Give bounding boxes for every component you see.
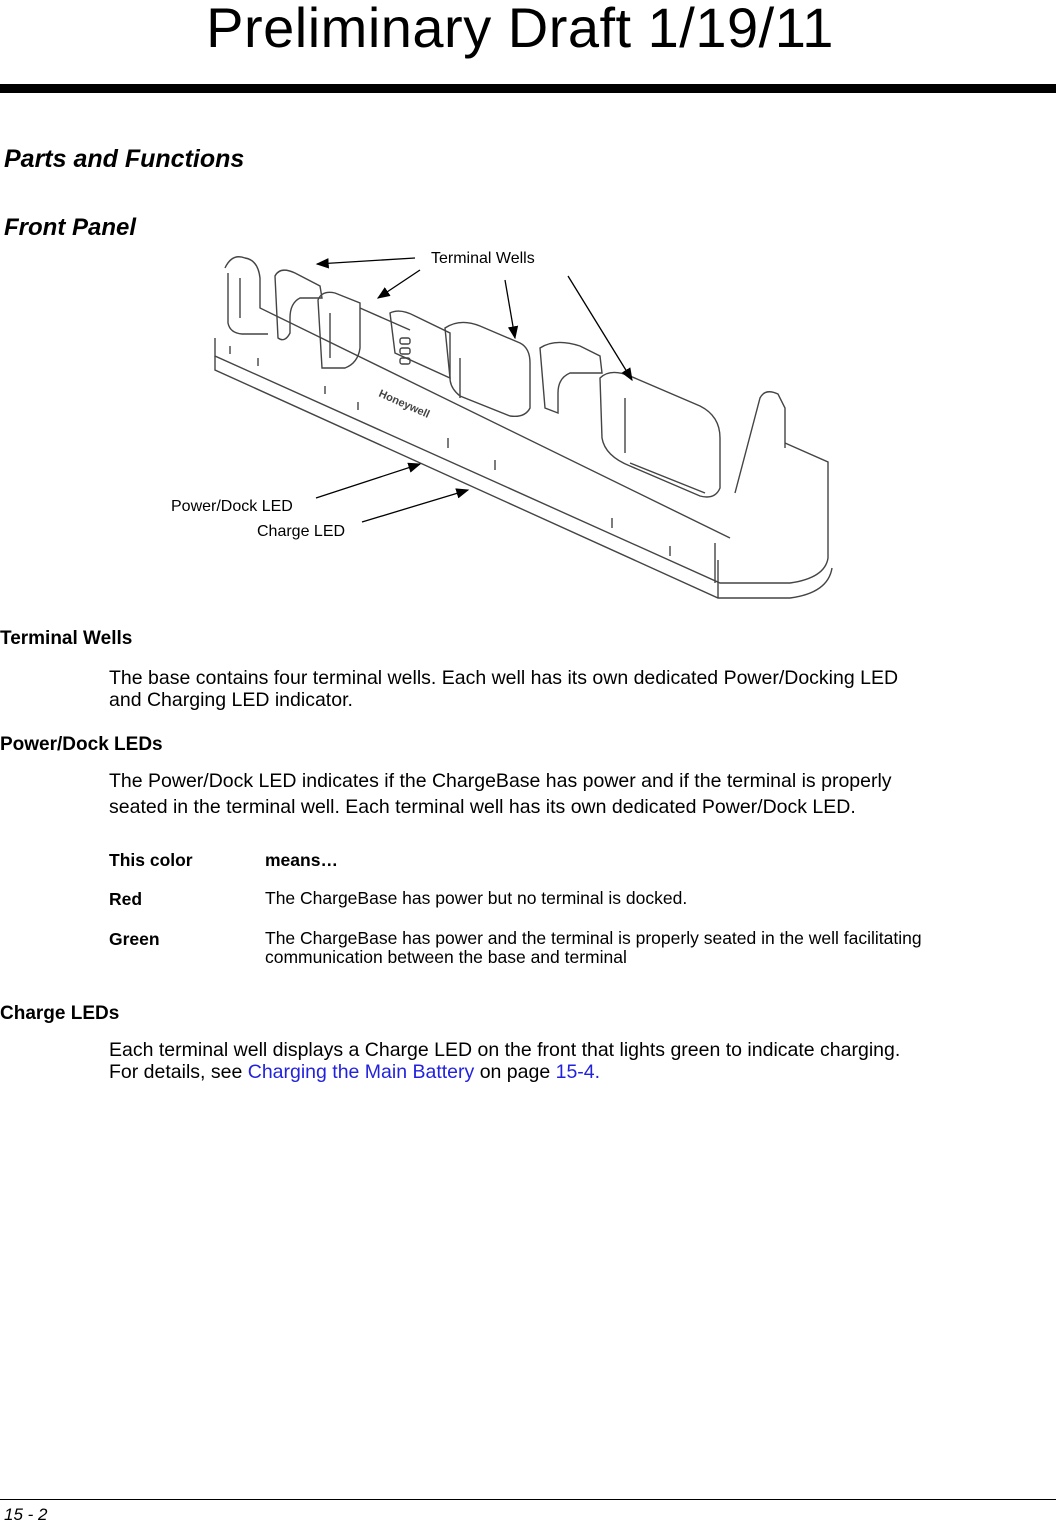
callout-charge-led: Charge LED [257,523,346,540]
charge-leds-suffix: . [594,1061,601,1083]
charge-leds-text [109,1039,1049,1083]
callout-power-dock-led: Power/Dock LED [171,498,293,515]
table-header-meaning: means… [265,850,338,870]
table-cell-meaning-line2: communication between the base and terminal [265,947,627,967]
charge-leds-line1: Each terminal well displays a Charge LED on the front that lights green to indicate charging. [109,1039,901,1061]
table-cell-color: Green [109,929,160,949]
callout-terminal-wells: Terminal Wells [431,250,535,267]
charge-leds-heading: Charge LEDs [0,1003,120,1024]
table-cell-meaning [265,929,1045,967]
table-cell-color: Red [109,889,143,909]
power-dock-heading: Power/Dock LEDs [0,734,163,755]
charge-leds-prefix: For details, see [109,1061,248,1083]
power-dock-text [109,768,1049,820]
terminal-wells-text [109,667,1049,711]
header-rule [0,84,1056,93]
table-header-color: This color [109,850,193,870]
callout-arrows [316,258,632,522]
page-number: 15 - 2 [4,1505,48,1524]
power-dock-line1: The Power/Dock LED indicates if the ChargeBase has power and if the terminal is properly [109,770,892,792]
subsection-title: Front Panel [4,214,137,241]
chargebase-outline [215,257,832,598]
section-title: Parts and Functions [4,145,245,173]
terminal-wells-line2: and Charging LED indicator. [109,689,353,711]
terminal-wells-line1: The base contains four terminal wells. Each well has its own dedicated Power/Docking LED [109,667,899,689]
charge-leds-middle: on page [474,1061,556,1083]
brand-logo: Honeywell [376,387,432,421]
charging-main-battery-link[interactable]: Charging the Main Battery [247,1061,475,1083]
table-cell-meaning: The ChargeBase has power but no terminal is docked. [265,888,688,908]
page-reference-link[interactable]: 15-4 [555,1061,595,1083]
draft-watermark-title: Preliminary Draft 1/19/11 [206,0,834,59]
power-dock-line2: seated in the terminal well. Each terminal well has its own dedicated Power/Dock LED. [109,796,856,818]
footer-rule [0,1499,1056,1500]
charge-leds-line2 [109,1061,1049,1083]
chargebase-figure [160,238,850,608]
terminal-wells-heading: Terminal Wells [0,628,133,649]
table-cell-meaning-line1: The ChargeBase has power and the terminal is properly seated in the well facilitating [265,928,922,948]
